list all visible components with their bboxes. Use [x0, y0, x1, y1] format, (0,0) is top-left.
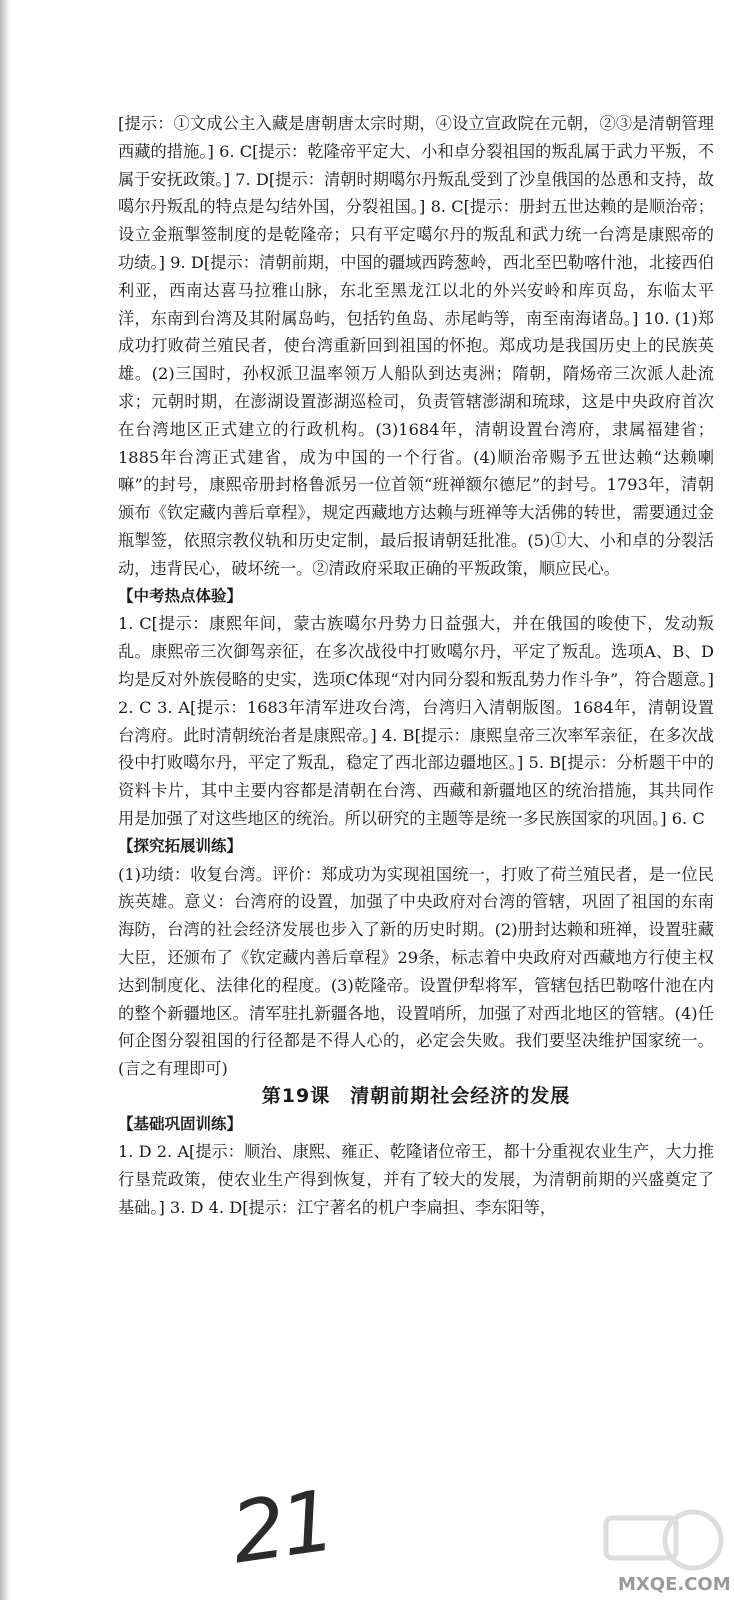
basic-answers: 1. D 2. A[提示：顺治、康熙、雍正、乾隆诸位帝王，都十分重视农业生产，大力推行垦荒政策，使农业生产得到恢复，并有了较大的发展，为清朝前期的兴盛奠定了基础。] 3. D 4. D[提示：江宁著名的机户李扁担、李东阳等， [118, 1142, 714, 1218]
explore-answers: (1)功绩：收复台湾。评价：郑成功为实现祖国统一，打败了荷兰殖民者，是一位民族英雄。意义：台湾府的设置，加强了中央政府对台湾的管辖，巩固了祖国的东南海防，台湾的社会经济发展也步入了新的历史时期。(2)册封达赖和班禅，设置驻藏大臣，还颁布了《钦定藏内善后章程》29条，标志着中央政府对西藏地方行使主权达到制度化、法律化的程度。(3)乾隆帝。设置伊犁将军，管辖包括巴勒喀什池在内的整个新疆地区。清军驻扎新疆各地，设置哨所，加强了对西北地区的管辖。(4)任何企图分裂祖国的行径都是不得人心的，必定会失败。我们要坚决维护国家统一。(言之有理即可) [118, 864, 714, 1079]
answer-content [118, 110, 714, 1222]
exam-answers: 1. C[提示：康熙年间，蒙古族噶尔丹势力日益强大，并在俄国的唆使下，发动叛乱。康熙帝三次御驾亲征，在多次战役中打败噶尔丹，平定了叛乱。选项A、B、D均是反对外族侵略的史实，选项C体现“对内同分裂和叛乱势力作斗争”，符合题意。] 2. C 3. A[提示：1683年清军进攻台湾，台湾归入清朝版图。1684年，清朝设置台湾府。此时清朝统治者是康熙帝。] 4. B[提示：康熙皇帝三次率军亲征，在多次战役中打败噶尔丹，平定了叛乱，稳定了西北部边疆地区。] 5. B[提示：分析题干中的资料卡片，其中主要内容都是清朝在台湾、西藏和新疆地区的统治措施，其共同作用是加强了对这些地区的统治。所以研究的主题等是统一多民族国家的巩固。] 6. C [118, 614, 714, 828]
section-heading-exam: 【中考热点体验】 [118, 586, 243, 605]
lesson-title: 第19课 清朝前期社会经济的发展 [261, 1084, 571, 1107]
watermark-text: MXQE.COM [618, 1574, 731, 1595]
scan-edge-shadow [0, 0, 10, 1600]
answer-paragraph: [提示：①文成公主入藏是唐朝唐太宗时期，④设立宣政院在元朝，②③是清朝管理西藏的措施。] 6. C[提示：乾隆帝平定大、小和卓分裂祖国的叛乱属于武力平叛，不属于安抚政策。] 7. D[提示：清朝时期噶尔丹叛乱受到了沙皇俄国的怂恿和支持，故噶尔丹叛乱的特点是勾结外国，分裂祖国。] 8. C[提示：册封五世达赖的是顺治帝；设立金瓶掣签制度的是乾隆帝；只有平定噶尔丹的叛乱和武力统一台湾是康熙帝的功绩。] 9. D[提示：清朝前期，中国的疆域西跨葱岭，西北至巴勒喀什池，北接西伯利亚，西南达喜马拉雅山脉，东北至黑龙江以北的外兴安岭和库页岛，东临太平洋，东南到台湾及其附属岛屿，包括钓鱼岛、赤尾屿等，南至南海诸岛。] 10. (1)郑成功打败荷兰殖民者，使台湾重新回到祖国的怀抱。郑成功是我国历史上的民族英雄。(2)三国时，孙权派卫温率领万人船队到达夷洲；隋朝，隋炀帝三次派人赴流求；元朝时期，在澎湖设置澎湖巡检司，负责管辖澎湖和琉球，这是中央政府首次在台湾地区正式建立的行政机构。(3)1684年，清朝设置台湾府，隶属福建省；1885年台湾正式建省，成为中国的一个行省。(4)顺治帝赐予五世达赖“达赖喇嘛”的封号，康熙帝册封格鲁派另一位首领“班禅额尔德尼”的封号。1793年，清朝颁布《钦定藏内善后章程》，规定西藏地方达赖与班禅等大活佛的转世，需要通过金瓶掣签，依照宗教仪轨和历史定制，最后报请朝廷批准。(5)①大、小和卓的分裂活动，违背民心，破坏统一。②清政府采取正确的平叛政策，顺应民心。 [118, 114, 714, 578]
section-heading-explore: 【探究拓展训练】 [118, 836, 243, 855]
handwritten-page-number: 21 [225, 1471, 338, 1583]
section-heading-basic: 【基础巩固训练】 [118, 1114, 243, 1133]
